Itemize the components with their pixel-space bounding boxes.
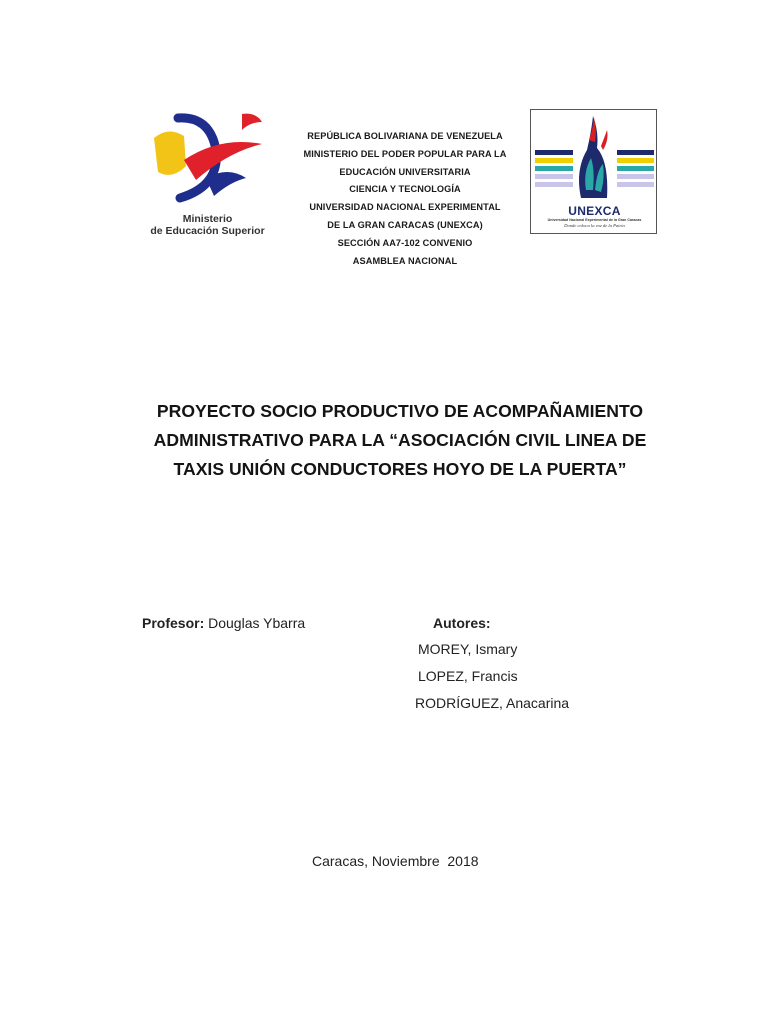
header-line: MINISTERIO DEL PODER POPULAR PARA LA <box>303 148 507 159</box>
header-line: CIENCIA Y TECNOLOGÍA <box>349 184 461 195</box>
author-name: MOREY, Ismary <box>418 641 518 657</box>
place-date: Caracas, Noviembre 2018 <box>312 853 479 869</box>
ministerio-caption-line2: de Educación Superior <box>150 225 265 237</box>
title-line: TAXIS UNIÓN CONDUCTORES HOYO DE LA PUERTA” <box>173 459 627 479</box>
unexca-motto: Donde coloca la voz de la Patria <box>564 223 625 228</box>
profesor-label: Profesor: <box>142 615 205 631</box>
author-name: LOPEZ, Francis <box>418 668 518 684</box>
header-line: REPÚBLICA BOLIVARIANA DE VENEZUELA <box>307 131 503 141</box>
title-line: PROYECTO SOCIO PRODUCTIVO DE ACOMPAÑAMIENTO <box>156 401 644 421</box>
unexca-subtitle: Universidad Nacional Experimental de la Gran Caracas <box>547 218 642 222</box>
profesor-credit <box>142 615 305 631</box>
unexca-emblem-icon <box>531 110 658 205</box>
unexca-logo <box>530 109 657 234</box>
ministerio-logo <box>140 108 275 243</box>
title-line: ADMINISTRATIVO PARA LA “ASOCIACIÓN CIVIL LINEA DE <box>153 430 647 450</box>
unexca-brand: UNEXCA <box>568 204 621 218</box>
profesor-name: Douglas Ybarra <box>208 615 306 631</box>
header-line: ASAMBLEA NACIONAL <box>352 255 458 266</box>
header-line: UNIVERSIDAD NACIONAL EXPERIMENTAL <box>309 202 501 213</box>
header-line: SECCIÓN AA7-102 CONVENIO <box>337 237 473 248</box>
document-title <box>130 397 670 484</box>
ministerio-caption-line1: Ministerio <box>182 213 233 225</box>
ministerio-emblem-icon <box>150 108 265 208</box>
header-line: EDUCACIÓN UNIVERSITARIA <box>339 166 471 177</box>
header-line: DE LA GRAN CARACAS (UNEXCA) <box>327 219 483 230</box>
autores-label: Autores: <box>433 615 491 631</box>
author-name: RODRÍGUEZ, Anacarina <box>415 695 570 711</box>
institution-header <box>290 128 520 270</box>
